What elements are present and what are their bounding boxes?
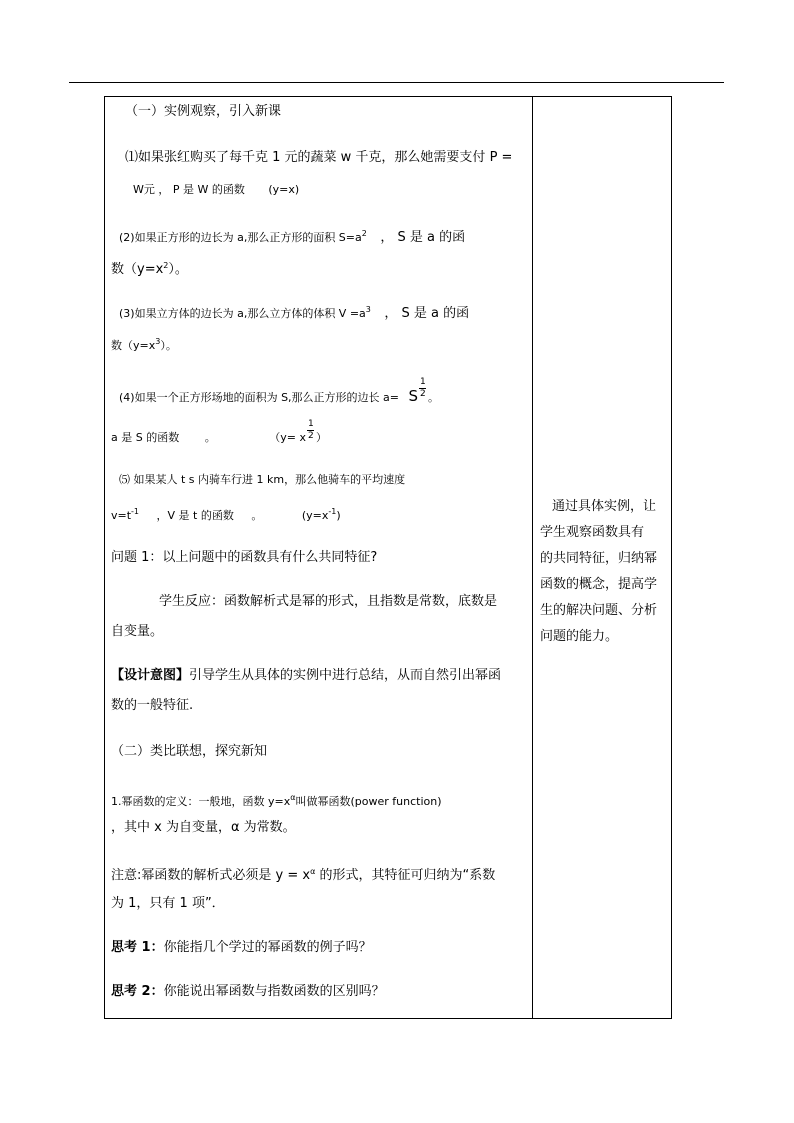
example-3-formula-start: 数（y=x [111,339,156,352]
definition-text-end: 叫做幂函数(power function) [295,795,442,808]
example-2-formula-start: 数（y=x [111,262,164,277]
side-note-line-2: 学生观察函数具有 [540,525,645,540]
example-5-formula-exponent: -1 [328,507,337,516]
example-4-denominator: 2 [420,389,426,399]
student-response-line-2: 自变量。 [111,624,164,639]
header-rule [69,82,724,83]
student-response-line-1: 学生反应：函数解析式是幂的形式，且指数是常数，底数是 [159,594,498,609]
example-3-text-end: ， S 是 a 的函 [384,306,470,321]
think-1-label: 思考 1： [111,940,164,955]
example-4-formula-numerator: 1 [307,419,314,429]
example-2-text: (2)如果正方形的边长为 a,那么正方形的面积 S=a [119,231,362,244]
example-5-line-1: ⑸ 如果某人 t s 内骑车行进 1 km，那么他骑车的平均速度 [119,473,406,486]
think-2-label: 思考 2： [111,984,164,999]
definition-text: 1.幂函数的定义：一般地，函数 y=x [111,795,291,808]
example-3-text: (3)如果立方体的边长为 a,那么立方体的体积 V =a [119,307,366,320]
side-note-line-4: 函数的概念，提高学 [540,577,658,592]
think-2-text: 你能说出幂函数与指数函数的区别吗？ [163,984,385,999]
definition-line-1 [111,788,442,812]
note-text: 注意:幂函数的解析式必须是 y = x [111,868,311,883]
question-1: 问题 1：以上问题中的函数具有什么共同特征? [111,550,378,565]
note-line-1 [111,862,495,886]
example-4-formula-fraction [306,419,316,448]
example-1-line-1: ⑴如果张红购买了每千克 1 元的蔬菜 w 千克，那么她需要支付 P = [125,150,513,165]
example-3-formula-exponent: 3 [155,337,161,346]
example-5-formula-start: (y=x [301,509,329,522]
example-4-formula-denominator: 2 [307,431,314,441]
side-note-line-1: 通过具体实例，让 [552,499,657,514]
example-1-line-2 [133,180,299,200]
think-1-text: 你能指几个学过的幂函数的例子吗？ [163,940,372,955]
think-2 [111,982,385,1002]
section-2-title: （二）类比联想，探究新知 [111,744,268,759]
example-4-dot: 。 [204,431,216,444]
example-2-text-end: ， S 是 a 的函 [380,230,466,245]
example-5-line-2 [111,502,341,526]
section-1-title: （一）实例观察，引入新课 [125,104,282,119]
example-5-text: ，V 是 t 的函数 [156,509,234,522]
note-exponent: α [310,867,316,876]
example-5-velocity-exponent: -1 [131,507,140,516]
note-text-end: 的形式，其特征可归纳为“系数 [315,868,496,883]
example-4-base: S [408,387,419,405]
example-4-fraction-exponent [418,377,428,406]
example-5-formula-end: ) [336,509,341,522]
example-4-conclusion: a 是 S 的函数 [111,431,180,444]
design-intent-label: 【设计意图】 [111,668,190,683]
example-5-velocity: v=t [111,509,132,522]
example-2-formula-exponent: 2 [163,261,169,270]
side-note-line-6: 问题的能力。 [540,629,619,644]
example-2-exponent: 2 [361,229,367,238]
design-intent-line-2: 数的一般特征. [111,698,194,713]
example-2-line-2 [111,256,188,280]
example-3-exponent: 3 [365,305,371,314]
example-4-formula-end: ） [315,431,327,444]
definition-exponent: α [290,793,296,802]
think-1 [111,938,372,958]
example-2-formula-end: ）。 [168,262,188,277]
example-5-dot: 。 [251,509,263,522]
example-2-line-1 [119,224,465,248]
side-note-line-3: 的共同特征，归纳幂 [540,551,658,566]
definition-line-2: ，其中 x 为自变量，α 为常数。 [111,820,296,835]
example-4-line-1 [119,377,440,408]
design-intent-line-1 [111,666,501,686]
note-line-2: 为 1，只有 1 项”． [111,896,225,911]
example-4-numerator: 1 [420,377,426,387]
example-3-formula-end: ）。 [160,339,177,352]
example-3-line-2 [111,332,177,356]
example-4-line-2 [111,419,327,448]
example-1-text: W元 ， P 是 W 的函数 [133,183,245,196]
example-3-line-1 [119,300,469,324]
design-intent-text: 引导学生从具体的实例中进行总结，从而自然引出幂函 [189,668,502,683]
example-4-text: (4)如果一个正方形场地的面积为 S,那么正方形的边长 a= [119,391,400,404]
example-4-formula-start: （y= x [269,431,306,444]
example-1-formula: (y=x) [268,183,300,196]
column-divider [532,96,533,1019]
example-4-period: 。 [428,391,440,404]
side-note-line-5: 生的解决问题、分析 [540,603,658,618]
